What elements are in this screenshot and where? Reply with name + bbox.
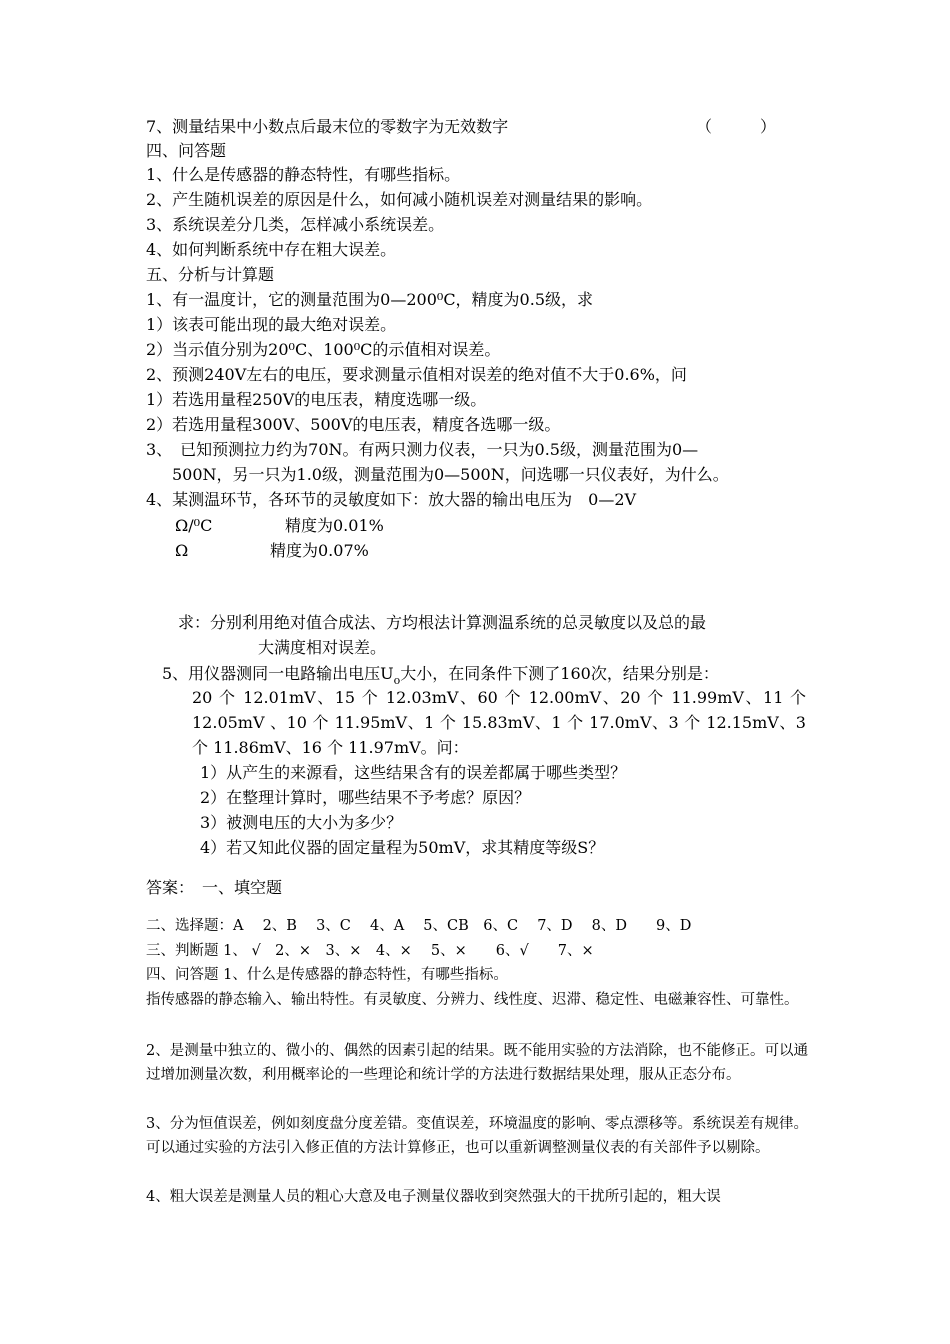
calc-question-3-line-2: 500N，另一只为1.0级，测量范围为0—500N，问选哪一只仪表好，为什么。 [172, 465, 729, 484]
calc-question-4-unit-1: Ω/⁰C [175, 516, 213, 535]
qa-question-4: 4、如何判断系统中存在粗大误差。 [146, 240, 397, 259]
calc-question-1-part-b: 2）当示值分别为20⁰C、100⁰C的示值相对误差。 [146, 340, 501, 359]
calc-question-5-sub-2: 2）在整理计算时，哪些结果不予考虑？原因？ [200, 788, 531, 807]
calc-question-5-data-line-3: 个 11.86mV、16 个 11.97mV。问： [192, 738, 469, 757]
answers-judgement: 三、判断题 1、 √ 2、× 3、× 4、× 5、× 6、√ 7、× [146, 943, 594, 959]
calc-question-5-sub-1: 1）从产生的来源看，这些结果含有的误差都属于哪些类型？ [200, 763, 627, 782]
calc-question-5-pre: 5、用仪器测同一电路输出电压U [162, 664, 394, 683]
calc-question-5-subscript: o [393, 674, 401, 687]
section-title-calculation: 五、分析与计算题 [146, 265, 275, 284]
calc-question-5-post: 大小，在同条件下测了160次，结果分别是： [400, 664, 719, 683]
q7-answer-parentheses: （ ） [696, 117, 777, 136]
calc-question-1: 1、有一温度计，它的测量范围为0—200⁰C，精度为0.5级，求 [146, 290, 594, 309]
calc-question-5-sub-4: 4）若又知此仪器的固定量程为50mV，求其精度等级S？ [200, 838, 605, 857]
answers-qa-2-body: 2、是测量中独立的、微小的、偶然的因素引起的结果。既不能用实验的方法消除，也不能修正。可以通过增加测量次数，利用概率论的一些理论和统计学的方法进行数据结果处理，服从正态分布。 [146, 1043, 808, 1083]
calc-question-4: 4、某测温环节，各环节的灵敏度如下：放大器的输出电压为 0—2V [146, 490, 637, 509]
calc-question-5-intro [162, 663, 719, 687]
calc-question-3-line-1: 3、 已知预测拉力约为70N。有两只测力仪表，一只为0.5级，测量范围为0— [146, 440, 699, 459]
calc-question-2: 2、预测240V左右的电压，要求测量示值相对误差的绝对值不大于0.6%，问 [146, 365, 687, 384]
calc-question-4-precision-2: 精度为0.07% [270, 541, 369, 560]
answers-choice: 二、选择题：A 2、B 3、C 4、A 5、CB 6、C 7、D 8、D 9、D [146, 918, 692, 934]
q7-judgement-text: 7、测量结果中小数点后最末位的零数字为无效数字 [146, 117, 509, 136]
calc-question-5-data-line-2: 12.05mV 、10 个 11.95mV、1 个 15.83mV、1 个 17.0mV、3 个 12.15mV、3 [192, 713, 806, 732]
calc-question-1-part-a: 1）该表可能出现的最大绝对误差。 [146, 315, 397, 334]
calc-question-2-part-a: 1）若选用量程250V的电压表，精度选哪一级。 [146, 390, 487, 409]
answers-qa-3-body: 3、分为恒值误差，例如刻度盘分度差错。变值误差，环境温度的影响、零点漂移等。系统误差有规律。可以通过实验的方法引入修正值的方法计算修正，也可以重新调整测量仪表的有关部件予以剔除。 [146, 1116, 808, 1156]
calc-question-4-ask-line-2: 大满度相对误差。 [258, 638, 387, 657]
calc-question-5-sub-3: 3）被测电压的大小为多少？ [200, 813, 403, 832]
calc-question-4-unit-2: Ω [175, 541, 189, 560]
qa-question-1: 1、什么是传感器的静态特性，有哪些指标。 [146, 165, 461, 184]
calc-question-4-ask-line-1: 求：分别利用绝对值合成法、方均根法计算测温系统的总灵敏度以及总的最 [178, 613, 707, 632]
answers-qa-1-body: 指传感器的静态输入、输出特性。有灵敏度、分辨力、线性度、迟滞、稳定性、电磁兼容性、可靠性。 [146, 992, 799, 1008]
answers-qa-1-title: 四、问答题 1、什么是传感器的静态特性，有哪些指标。 [146, 967, 508, 983]
qa-question-3: 3、系统误差分几类，怎样减小系统误差。 [146, 215, 445, 234]
answers-qa-4-body: 4、粗大误差是测量人员的粗心大意及电子测量仪器收到突然强大的干扰所引起的，粗大误 [146, 1189, 721, 1205]
answers-heading: 答案： 一、填空题 [146, 878, 283, 897]
calc-question-5-data-line-1: 20 个 12.01mV、15 个 12.03mV、60 个 12.00mV、20 个 11.99mV、11 个 [192, 688, 806, 707]
qa-question-2: 2、产生随机误差的原因是什么，如何减小随机误差对测量结果的影响。 [146, 190, 653, 209]
calc-question-4-precision-1: 精度为0.01% [285, 516, 384, 535]
section-title-qa: 四、问答题 [146, 141, 227, 160]
calc-question-2-part-b: 2）若选用量程300V、500V的电压表，精度各选哪一级。 [146, 415, 561, 434]
